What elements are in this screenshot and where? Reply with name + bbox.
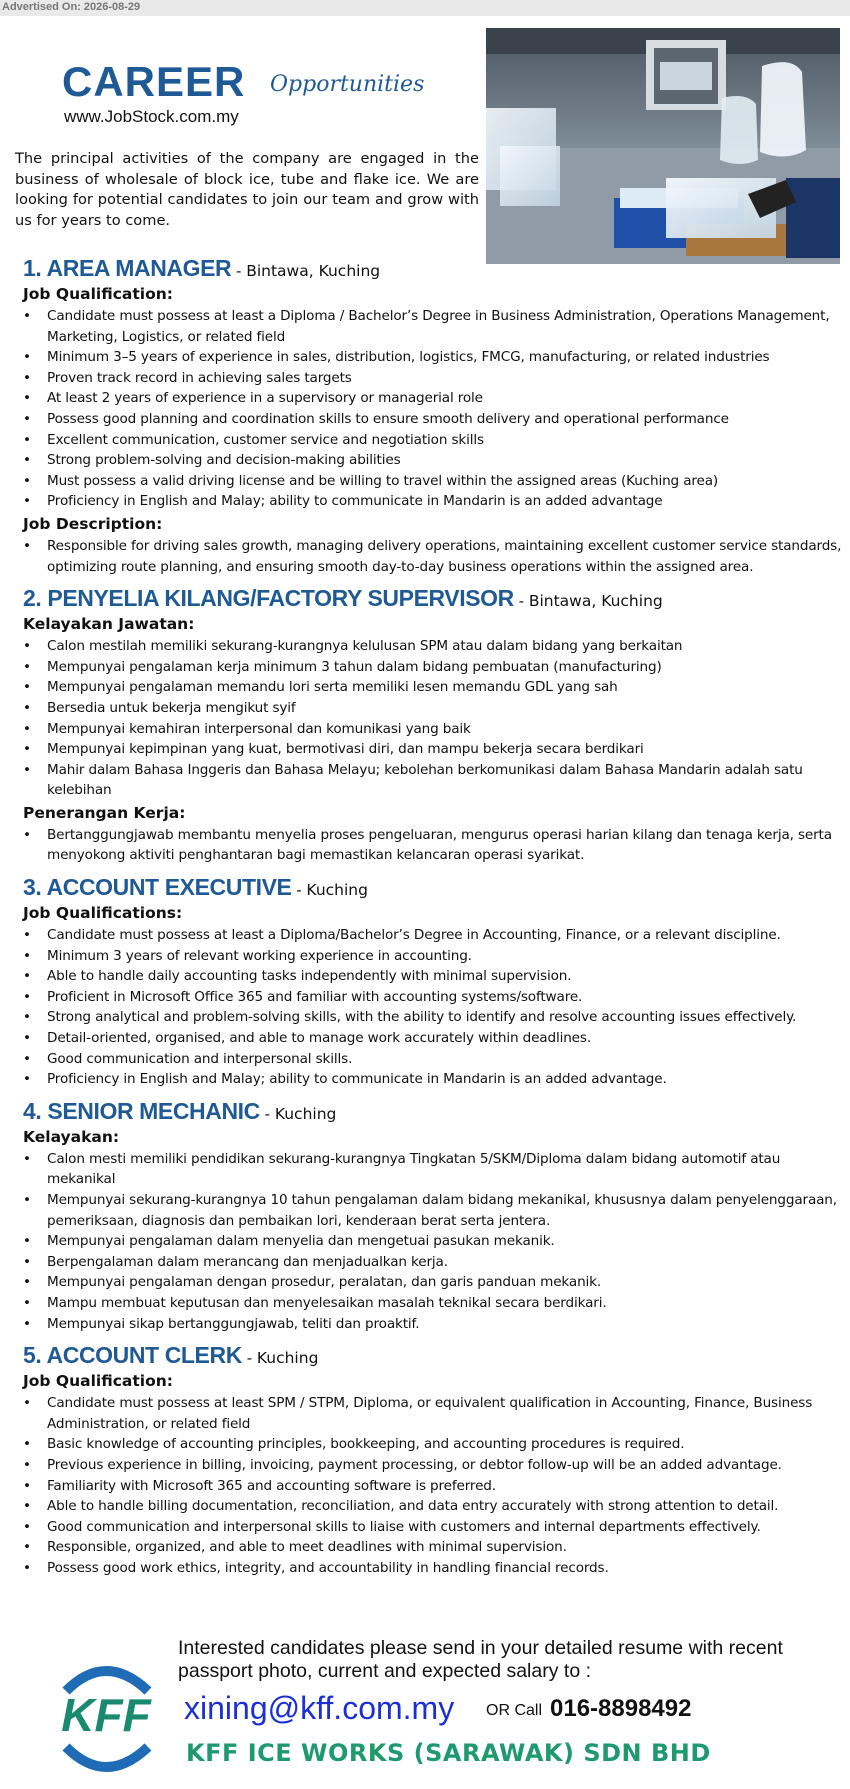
requirement-item: • Mempunyai pengalaman dalam menyelia dan mengetuai pasukan mekanik. xyxy=(15,1231,843,1252)
kff-globe-logo xyxy=(44,1657,168,1781)
requirement-item: • Mempunyai pengalaman memandu lori serta memiliki lesen memandu GDL yang sah xyxy=(15,677,843,698)
job-title: 1. AREA MANAGER xyxy=(23,255,232,281)
requirement-item: • Minimum 3–5 years of experience in sales, distribution, logistics, FMCG, manufacturing, or related industries xyxy=(15,347,843,368)
requirement-item: • At least 2 years of experience in a supervisory or managerial role xyxy=(15,388,843,409)
requirement-list xyxy=(15,636,843,801)
job-title: 3. ACCOUNT EXECUTIVE xyxy=(23,874,292,901)
job-header xyxy=(15,254,843,282)
requirement-item: • Proficiency in English and Malay; ability to communicate in Mandarin is an added advantage. xyxy=(15,1069,843,1090)
job-title: 2. PENYELIA KILANG/FACTORY SUPERVISOR xyxy=(23,585,514,612)
requirement-item: • Must possess a valid driving license and be willing to travel within the assigned areas (Kuching area) xyxy=(15,471,843,492)
requirement-item: • Minimum 3 years of relevant working experience in accounting. xyxy=(15,946,843,967)
job-listing xyxy=(15,1341,843,1578)
requirement-item: • Detail-oriented, organised, and able to manage work accurately within deadlines. xyxy=(15,1028,843,1049)
requirement-item: • Calon mesti memiliki pendidikan sekurang-kurangnya Tingkatan 5/SKM/Diploma dalam bidang automotif atau mekanikal xyxy=(15,1149,843,1190)
advertised-date: Advertised On: 2026-08-29 xyxy=(2,1,141,13)
requirement-item: • Berpengalaman dalam merancang dan menjadualkan kerja. xyxy=(15,1252,843,1273)
career-heading: CAREER xyxy=(62,58,246,105)
job-header xyxy=(15,873,843,901)
company-intro: The principal activities of the company are engaged in the business of wholesale of block ice, tube and flake ice. We are looking for potential candidates to join our team and grow with us for years to come. xyxy=(15,150,479,229)
requirement-item: • Mempunyai kepimpinan yang kuat, bermotivasi diri, dan mampu bekerja secara berdikari xyxy=(15,739,843,760)
requirement-item: • Proficient in Microsoft Office 365 and familiar with accounting systems/software. xyxy=(15,987,843,1008)
job-location: Kuching xyxy=(274,1104,337,1123)
company-name: KFF ICE WORKS (SARAWAK) SDN BHD xyxy=(186,1739,711,1767)
requirement-item: • Strong problem-solving and decision-making abilities xyxy=(15,450,843,471)
requirement-item: • Proven track record in achieving sales targets xyxy=(15,368,843,389)
requirement-list xyxy=(15,925,843,1090)
section-heading: Job Qualification: xyxy=(23,1372,173,1391)
requirement-item: • Previous experience in billing, invoicing, payment processing, or debtor follow-up will be an added advantage. xyxy=(15,1455,843,1476)
title-separator: - xyxy=(231,262,247,280)
requirement-item: • Good communication and interpersonal skills. xyxy=(15,1049,843,1070)
job-header xyxy=(15,584,843,612)
requirement-list xyxy=(15,825,843,866)
job-listing xyxy=(15,1097,843,1334)
requirement-item: • Proficiency in English and Malay; ability to communicate in Mandarin is an added advantage xyxy=(15,491,843,512)
requirement-item: • Able to handle daily accounting tasks independently with minimal supervision. xyxy=(15,966,843,987)
contact-footer xyxy=(0,1625,850,1789)
career-opportunities-logo xyxy=(62,58,425,133)
requirement-list xyxy=(15,1149,843,1334)
requirement-list xyxy=(15,536,843,577)
requirement-item: • Strong analytical and problem-solving skills, with the ability to identify and resolve accounting issues effectively. xyxy=(15,1007,843,1028)
requirement-item: • Candidate must possess at least SPM / STPM, Diploma, or equivalent qualification in Accounting, Finance, Business Administration, or related field xyxy=(15,1393,843,1434)
requirement-item: • Mempunyai pengalaman kerja minimum 3 tahun dalam bidang pembuatan (manufacturing) xyxy=(15,657,843,678)
kff-logo-text: KFF xyxy=(61,1689,151,1741)
section-heading: Job Qualification: xyxy=(23,285,173,303)
spacer xyxy=(15,1090,843,1097)
section-heading: Kelayakan: xyxy=(23,1127,120,1146)
contact-phone[interactable]: 016-8898492 xyxy=(550,1695,692,1722)
warehouse-ice-blocks-photo xyxy=(486,28,840,264)
spacer xyxy=(15,866,843,873)
job-listing xyxy=(15,254,843,577)
requirement-item: • Excellent communication, customer service and negotiation skills xyxy=(15,430,843,451)
title-separator: - xyxy=(241,1349,257,1368)
section-heading: Job Qualifications: xyxy=(23,904,183,923)
section-heading: Penerangan Kerja: xyxy=(23,803,186,822)
title-separator: - xyxy=(259,1104,275,1123)
spacer xyxy=(15,1334,843,1341)
job-location: Kuching xyxy=(256,1349,319,1368)
requirement-item: • Calon mestilah memiliki sekurang-kurangnya kelulusan SPM atau dalam bidang yang berkaitan xyxy=(15,636,843,657)
requirement-item: • Good communication and interpersonal skills to liaise with customers and internal departments effectively. xyxy=(15,1517,843,1538)
opportunities-script: Opportunities xyxy=(270,72,425,97)
contact-email-link[interactable]: xining@kff.com.my xyxy=(184,1690,455,1726)
requirement-item: • Candidate must possess at least a Diploma/Bachelor’s Degree in Accounting, Finance, or a relevant discipline. xyxy=(15,925,843,946)
title-separator: - xyxy=(291,881,307,900)
requirement-item: • Mahir dalam Bahasa Inggeris dan Bahasa Melayu; kebolehan berkomunikasi dalam Bahasa Mandarin adalah satu kelebihan xyxy=(15,760,843,801)
requirement-item: • Mempunyai kemahiran interpersonal dan komunikasi yang baik xyxy=(15,719,843,740)
section-heading: Job Description: xyxy=(23,514,163,533)
job-location: Kuching xyxy=(306,881,368,900)
requirement-item: • Able to handle billing documentation, reconciliation, and data entry accurately with strong attention to detail. xyxy=(15,1496,843,1517)
requirement-item: • Mempunyai sikap bertanggungjawab, teliti dan proaktif. xyxy=(15,1314,843,1335)
requirement-item: • Responsible for driving sales growth, managing delivery operations, maintaining excellent customer service standards, optimizing route planning, and ensuring smooth day-to-day business operations within the assigned area. xyxy=(15,536,843,577)
requirement-item: • Familiarity with Microsoft 365 and accounting software is preferred. xyxy=(15,1476,843,1497)
job-location: Bintawa, Kuching xyxy=(528,592,663,611)
job-listing xyxy=(15,873,843,1090)
requirement-item: • Possess good planning and coordination skills to ensure smooth delivery and operational performance xyxy=(15,409,843,430)
advertised-banner xyxy=(0,0,850,16)
requirement-item: • Mampu membuat keputusan dan menyelesaikan masalah teknikal secara berdikari. xyxy=(15,1293,843,1314)
job-header xyxy=(15,1341,843,1369)
requirement-item: • Basic knowledge of accounting principles, bookkeeping, and accounting procedures is required. xyxy=(15,1434,843,1455)
job-title: 5. ACCOUNT CLERK xyxy=(23,1342,242,1369)
requirement-list xyxy=(15,306,843,512)
apply-instructions: Interested candidates please send in your detailed resume with recent passport photo, current and expected salary to : xyxy=(178,1637,783,1682)
website-link[interactable]: www.JobStock.com.my xyxy=(64,107,239,126)
section-heading: Kelayakan Jawatan: xyxy=(23,615,195,634)
requirement-list xyxy=(15,1393,843,1578)
requirement-item: • Responsible, organized, and able to meet deadlines with minimal supervision. xyxy=(15,1537,843,1558)
requirement-item: • Bersedia untuk bekerja mengikut syif xyxy=(15,698,843,719)
requirement-item: • Mempunyai pengalaman dengan prosedur, peralatan, dan garis panduan mekanik. xyxy=(15,1272,843,1293)
job-listing xyxy=(15,584,843,866)
job-location: Bintawa, Kuching xyxy=(246,262,381,280)
requirement-item: • Bertanggungjawab membantu menyelia proses pengeluaran, mengurus operasi harian kilang dan tenaga kerja, serta menyokong aktiviti penghantaran bagi memastikan kelancaran operasi syarikat. xyxy=(15,825,843,866)
title-separator: - xyxy=(513,592,529,611)
or-call-label: OR Call xyxy=(486,1702,543,1719)
job-listings xyxy=(15,254,843,1579)
requirement-item: • Possess good work ethics, integrity, and accountability in handling financial records. xyxy=(15,1558,843,1579)
requirement-item: • Candidate must possess at least a Diploma / Bachelor’s Degree in Business Administration, Operations Management, Marketing, Logistics, or related field xyxy=(15,306,843,347)
requirement-item: • Mempunyai sekurang-kurangnya 10 tahun pengalaman dalam bidang mekanikal, khususnya dalam penyelenggaraan, pemeriksaan, diagnosis dan pembaikan lori, kenderaan berat serta jentera. xyxy=(15,1190,843,1231)
job-header xyxy=(15,1097,843,1125)
job-title: 4. SENIOR MECHANIC xyxy=(23,1097,260,1124)
spacer xyxy=(15,577,843,584)
